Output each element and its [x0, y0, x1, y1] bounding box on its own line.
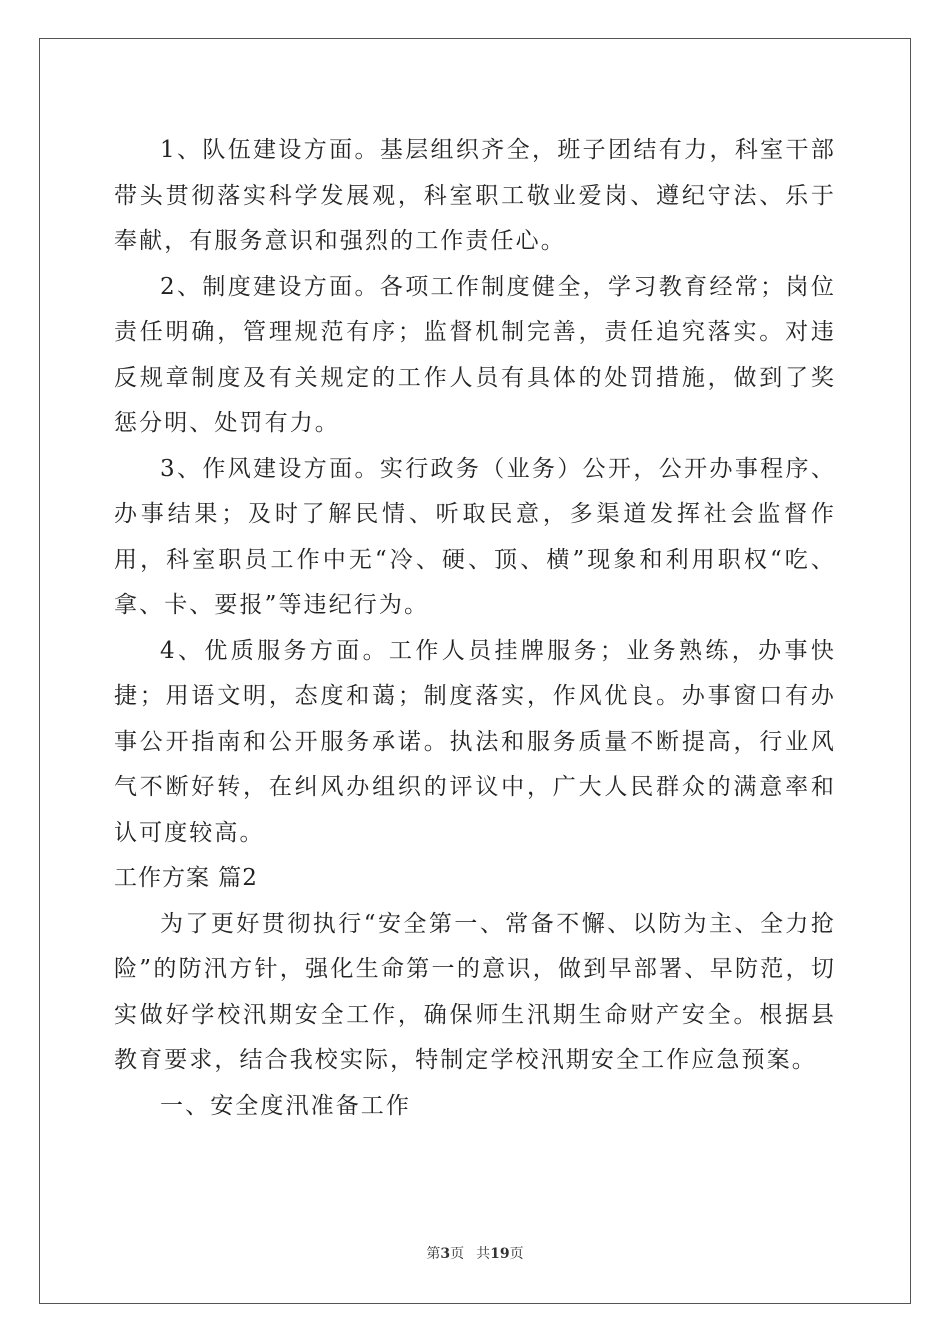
footer-total-prefix: 共 [476, 1246, 491, 1262]
paragraph-flood-subheading: 一、安全度汛准备工作 [160, 1092, 411, 1119]
section-heading: 工作方案 篇2 [114, 865, 258, 891]
paragraph-flood-intro: 为了更好贯彻执行“安全第一、常备不懈、以防为主、全力抢险”的防汛方针，强化生命第一的意识，做到早部署、早防范，切实做好学校汛期安全工作，确保师生汛期生命财产安全。根据县教育要求，结合我校实际，特制定学校汛期安全工作应急预案。 [114, 910, 836, 1073]
footer-page-suffix: 页 [450, 1246, 465, 1262]
footer-total-pages: 19 [490, 1246, 510, 1262]
page-footer [0, 1244, 950, 1264]
document-body [114, 128, 836, 1129]
footer-total-suffix: 页 [509, 1246, 524, 1262]
footer-page-number: 3 [440, 1246, 451, 1262]
paragraph-style-building: 3、作风建设方面。实行政务（业务）公开，公开办事程序、办事结果；及时了解民情、听取民意，多渠道发挥社会监督作用，科室职员工作中无“冷、硬、顶、横”现象和利用职权“吃、拿、卡、要报”等违纪行为。 [114, 455, 836, 618]
paragraph-team-building: 1、队伍建设方面。基层组织齐全，班子团结有力，科室干部带头贯彻落实科学发展观，科室职工敬业爱岗、遵纪守法、乐于奉献，有服务意识和强烈的工作责任心。 [114, 137, 836, 254]
paragraph-system-building: 2、制度建设方面。各项工作制度健全，学习教育经常；岗位责任明确，管理规范有序；监督机制完善，责任追究落实。对违反规章制度及有关规定的工作人员有具体的处罚措施，做到了奖惩分明、处罚有力。 [114, 273, 836, 436]
paragraph-quality-service: 4、优质服务方面。工作人员挂牌服务；业务熟练，办事快捷；用语文明，态度和蔼；制度落实，作风优良。办事窗口有办事公开指南和公开服务承诺。执法和服务质量不断提高，行业风气不断好转，在纠风办组织的评议中，广大人民群众的满意率和认可度较高。 [114, 637, 836, 846]
footer-prefix: 第 [426, 1246, 441, 1262]
